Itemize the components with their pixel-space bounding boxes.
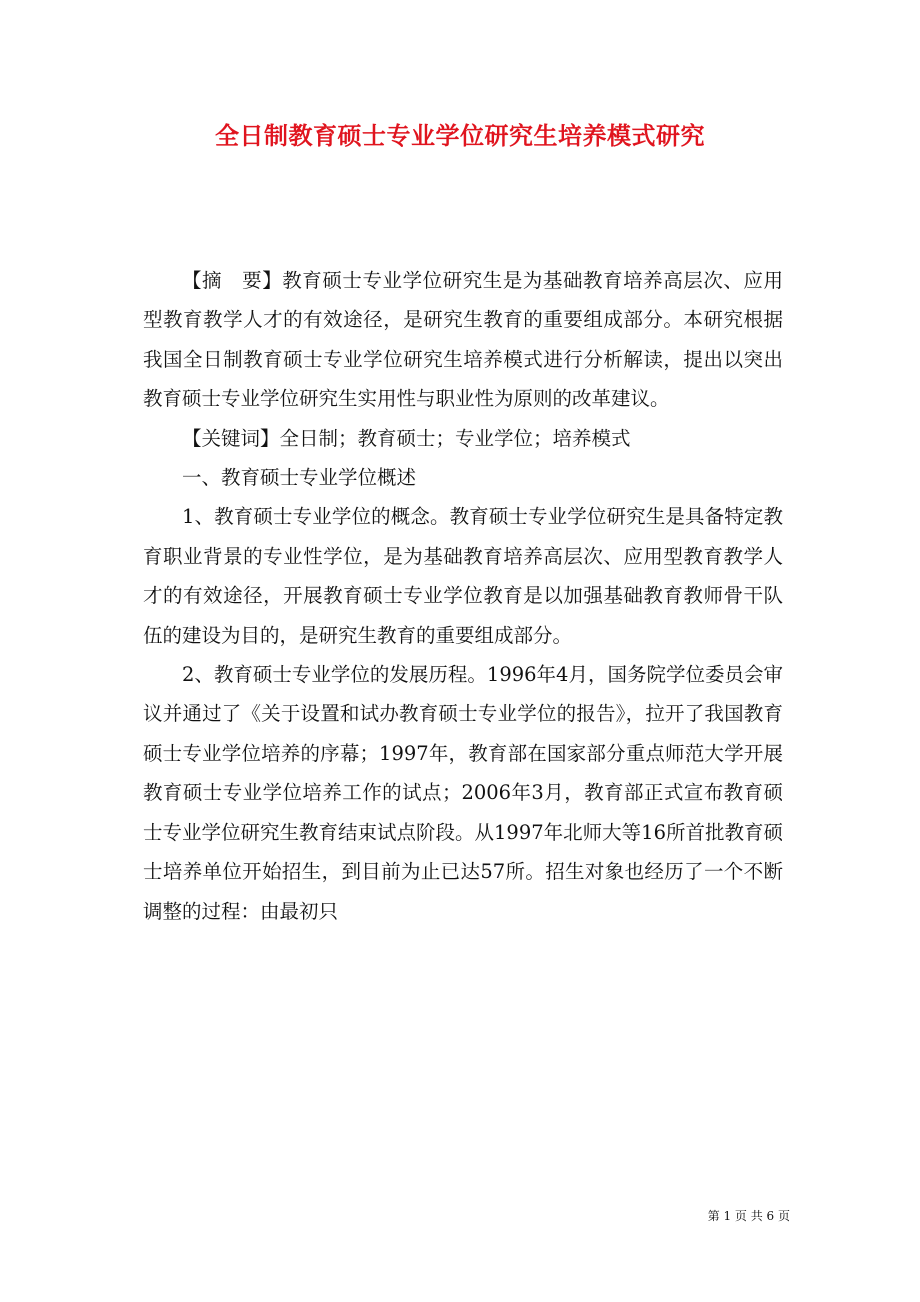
page-number-footer: 第 1 页 共 6 页 <box>707 1209 790 1223</box>
keywords-paragraph: 【关键词】全日制；教育硕士；专业学位；培养模式 <box>182 426 631 450</box>
section-heading: 一、教育硕士专业学位概述 <box>182 466 417 490</box>
abstract-paragraph: 【摘 要】教育硕士专业学位研究生是为基础教育培养高层次、应用型教育教学人才的有效途径，是研究生教育的重要组成部分。本研究根据我国全日制教育硕士专业学位研究生培养模式进行分析解读，提出以突出教育硕士专业学位研究生实用性与职业性为原则的改革建议。 <box>143 269 783 411</box>
concept-paragraph: 1、教育硕士专业学位的概念。教育硕士专业学位研究生是具备特定教育职业背景的专业性学位，是为基础教育培养高层次、应用型教育教学人才的有效途径，开展教育硕士专业学位教育是以加强基础教育教师骨干队伍的建设为目的，是研究生教育的重要组成部分。 <box>143 505 783 647</box>
document-body <box>143 261 783 931</box>
document-title: 全日制教育硕士专业学位研究生培养模式研究 <box>215 121 705 150</box>
history-paragraph: 2、教育硕士专业学位的发展历程。1996年4月，国务院学位委员会审议并通过了《关于设置和试办教育硕士专业学位的报告》，拉开了我国教育硕士专业学位培养的序幕；1997年，教育部在国家部分重点师范大学开展教育硕士专业学位培养工作的试点；2006年3月，教育部正式宣布教育硕士专业学位研究生教育结束试点阶段。从1997年北师大等16所首批教育硕士培养单位开始招生，到目前为止已达57所。招生对象也经历了一个不断调整的过程：由最初只 <box>143 663 783 923</box>
